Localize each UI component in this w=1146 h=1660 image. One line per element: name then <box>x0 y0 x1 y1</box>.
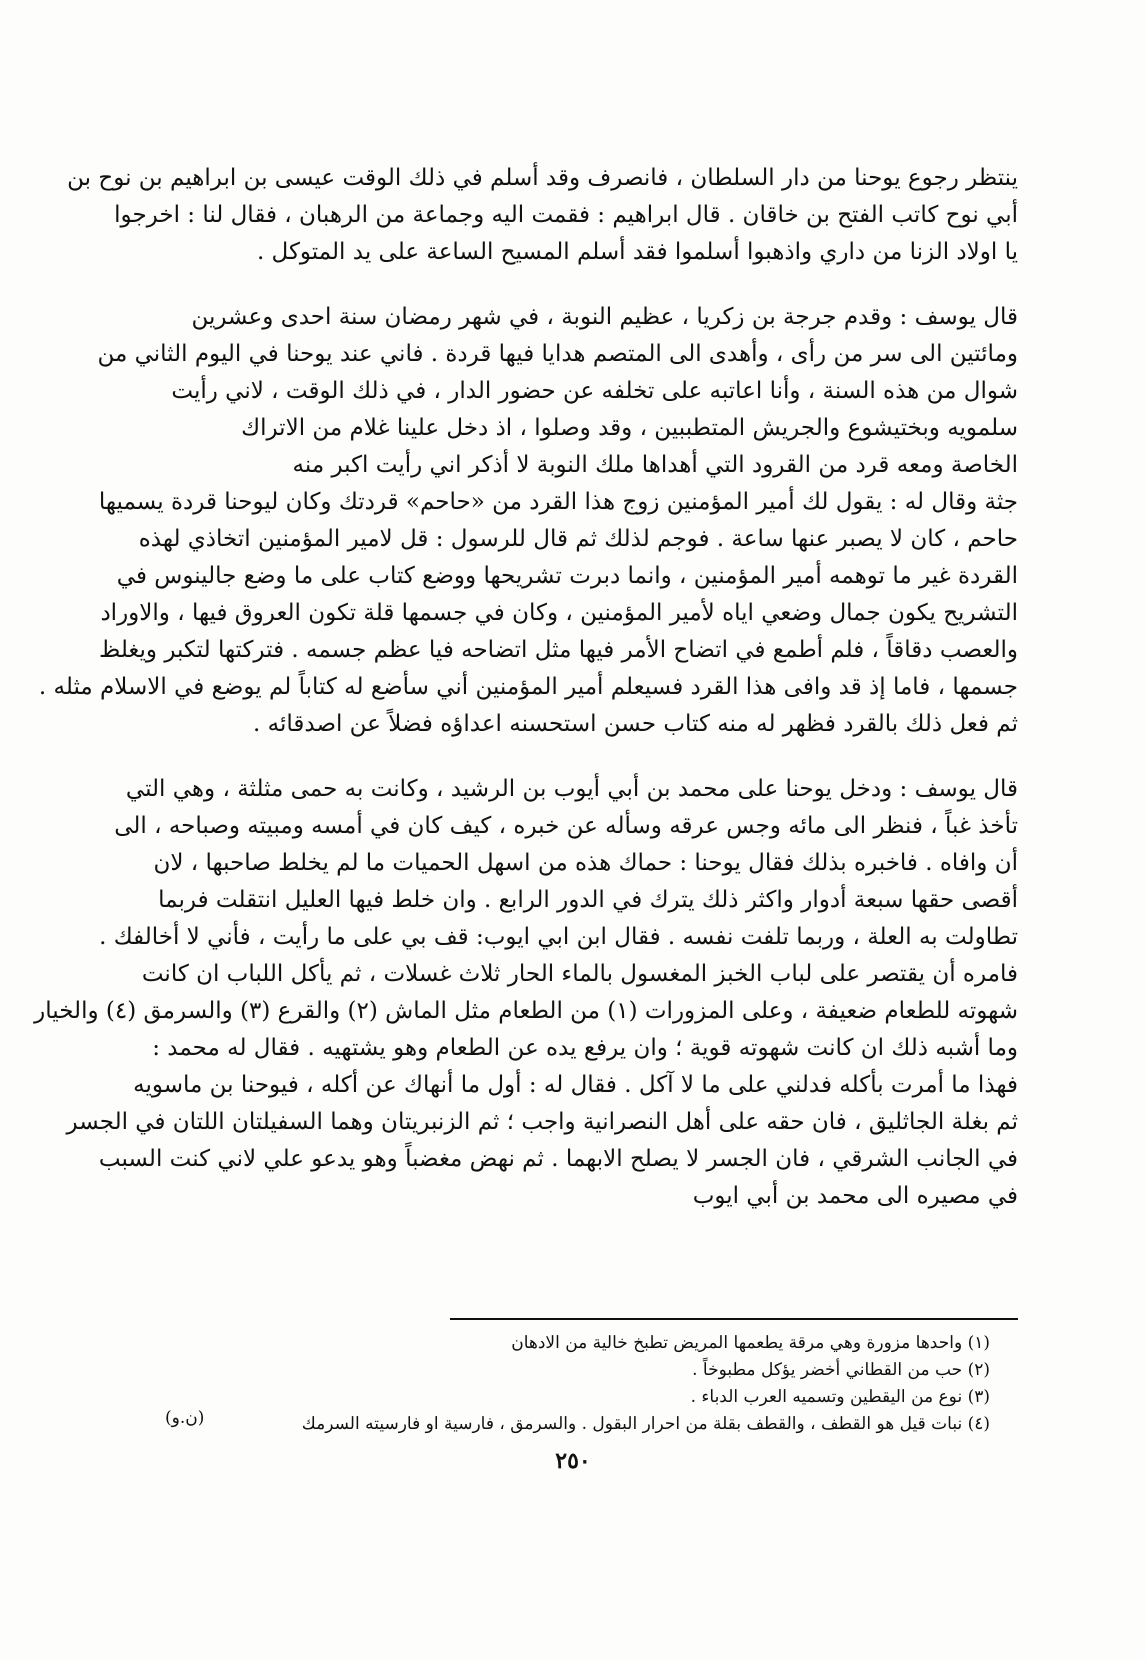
text-line: في الجانب الشرقي ، فان الجسر لا يصلح الابهما . ثم نهض مغضباً وهو يدعو علي لاني كنت السبب <box>98 1146 1018 1172</box>
text-line: ثم فعل ذلك بالقرد فظهر له منه كتاب حسن استحسنه اعداؤه فضلاً عن اصدقائه . <box>253 711 1018 737</box>
text-line: ينتظر رجوع يوحنا من دار السلطان ، فانصرف وقد أسلم في ذلك الوقت عيسى بن ابراهيم بن نوح بن <box>67 165 1018 191</box>
text-line: الخاصة ومعه قرد من القرود التي أهداها ملك النوبة لا أذكر اني رأيت اكبر منه <box>292 452 1018 478</box>
text-line: يا اولاد الزنا من داري واذهبوا أسلموا فقد أسلم المسيح الساعة على يد المتوكل . <box>256 239 1018 265</box>
text-line: قال يوسف : ودخل يوحنا على محمد بن أبي أيوب بن الرشيد ، وكانت به حمى مثلثة ، وهي التي <box>125 776 1018 802</box>
text-line: جثة وقال له : يقول لك أمير المؤمنين زوج هذا القرد من «حاحم» قردتك وكان ليوحنا قردة يسميها <box>98 489 1018 515</box>
text-line: والعصب دقاقاً ، فلم أطمع في اتضاح الأمر فيها مثل اتضاحه فيا عظم جسمه . فتركتها لتكبر ويغلظ <box>98 637 1018 663</box>
text-line: أن وافاه . فاخبره بذلك فقال يوحنا : حماك هذه من اسهل الحميات ما لم يخلط صاحبها ، لان <box>153 850 1018 876</box>
text-line: حاحم ، كان لا يصبر عنها ساعة . فوجم لذلك ثم قال للرسول : قل لامير المؤمنين اتخاذي لهذه <box>138 526 1018 552</box>
text-line: التشريح يكون جمال وضعي اياه لأمير المؤمنين ، وكان في جسمها قلة تكون العروق فيها ، والاوراد <box>100 600 1018 626</box>
text-line: أبي نوح كاتب الفتح بن خاقان . قال ابراهيم : فقمت اليه وجماعة من الرهبان ، فقال لنا : اخرجوا <box>114 202 1018 228</box>
text-line: سلمويه وبختيشوع والجريش المتطببين ، وقد وصلوا ، اذ دخل علينا غلام من الاتراك <box>241 415 1018 441</box>
text-line: في مصيره الى محمد بن أبي ايوب <box>692 1183 1018 1209</box>
text-line: فهذا ما أمرت بأكله فدلني على ما لا آكل . فقال له : أول ما أنهاك عن أكله ، فيوحنا بن ماسويه <box>133 1072 1018 1098</box>
text-line: وما أشبه ذلك ان كانت شهوته قوية ؛ وان يرفع يده عن الطعام وهو يشتهيه . فقال له محمد : <box>152 1035 1018 1061</box>
text-line: جسمها ، فاما إذ قد وافى هذا القرد فسيعلم أمير المؤمنين أني سأضع له كتاباً لم يوضع في الاسلام مثله . <box>38 674 1018 700</box>
text-line: تطاولت به العلة ، وربما تلفت نفسه . فقال ابن ابي ايوب: قف بي على ما رأيت ، فأني لا أخالفك . <box>99 924 1018 950</box>
text-line: فامره أن يقتصر على لباب الخبز المغسول بالماء الحار ثلاث غسلات ، ثم يأكل اللباب ان كانت <box>141 961 1018 987</box>
footnote: (٢) حب من القطاني أخضر يؤكل مطبوخاً . <box>692 1360 990 1380</box>
footnote: (٤) نبات قيل هو القطف ، والقطف بقلة من احرار البقول . والسرمق ، فارسية او فارسيته السرمك <box>301 1414 990 1434</box>
text-line: تأخذ غباً ، فنظر الى مائه وجس عرقه وسأله عن خبره ، كيف كان في أمسه ومبيته وصباحه ، الى <box>114 813 1018 839</box>
text-line: ثم بغلة الجاثليق ، فان حقه على أهل النصرانية واجب ؛ ثم الزنبريتان وهما السفيلتان اللتان في الجسر <box>66 1109 1018 1135</box>
paragraph-3 <box>34 771 1018 1215</box>
paragraph-2 <box>38 299 1018 743</box>
text-line: أقصى حقها سبعة أدوار واكثر ذلك يترك في الدور الرابع . وان خلط فيها العليل انتقلت فربما <box>158 887 1018 913</box>
main-text <box>34 160 1018 1215</box>
text-line: شهوته للطعام ضعيفة ، وعلى المزورات (١) من الطعام مثل الماش (٢) والقرع (٣) والسرمق (٤) والخيار <box>34 998 1018 1024</box>
footnotes <box>170 1330 990 1438</box>
footnote-signature: (ن.و) <box>165 1408 205 1428</box>
paragraph-1 <box>67 160 1018 271</box>
footnote-divider <box>450 1318 1018 1320</box>
page-number: ٢٥٠ <box>555 1448 591 1474</box>
text-line: قال يوسف : وقدم جرجة بن زكريا ، عظيم النوبة ، في شهر رمضان سنة احدى وعشرين <box>191 304 1018 330</box>
footnote: (٣) نوع من اليقطين وتسميه العرب الدباء . <box>690 1387 990 1407</box>
text-line: القردة غير ما توهمه أمير المؤمنين ، وانما دبرت تشريحها ووضع كتاب على ما وضع جالينوس في <box>116 563 1018 589</box>
footnote: (١) واحدها مزورة وهي مرقة يطعمها المريض تطبخ خالية من الادهان <box>511 1333 990 1353</box>
text-line: شوال من هذه السنة ، وأنا اعاتبه على تخلفه عن حضور الدار ، في ذلك الوقت ، لاني رأيت <box>171 378 1018 404</box>
text-line: ومائتين الى سر من رأى ، وأهدى الى المتصم هدايا فيها قردة . فاني عند يوحنا في اليوم الثاني من <box>97 341 1018 367</box>
